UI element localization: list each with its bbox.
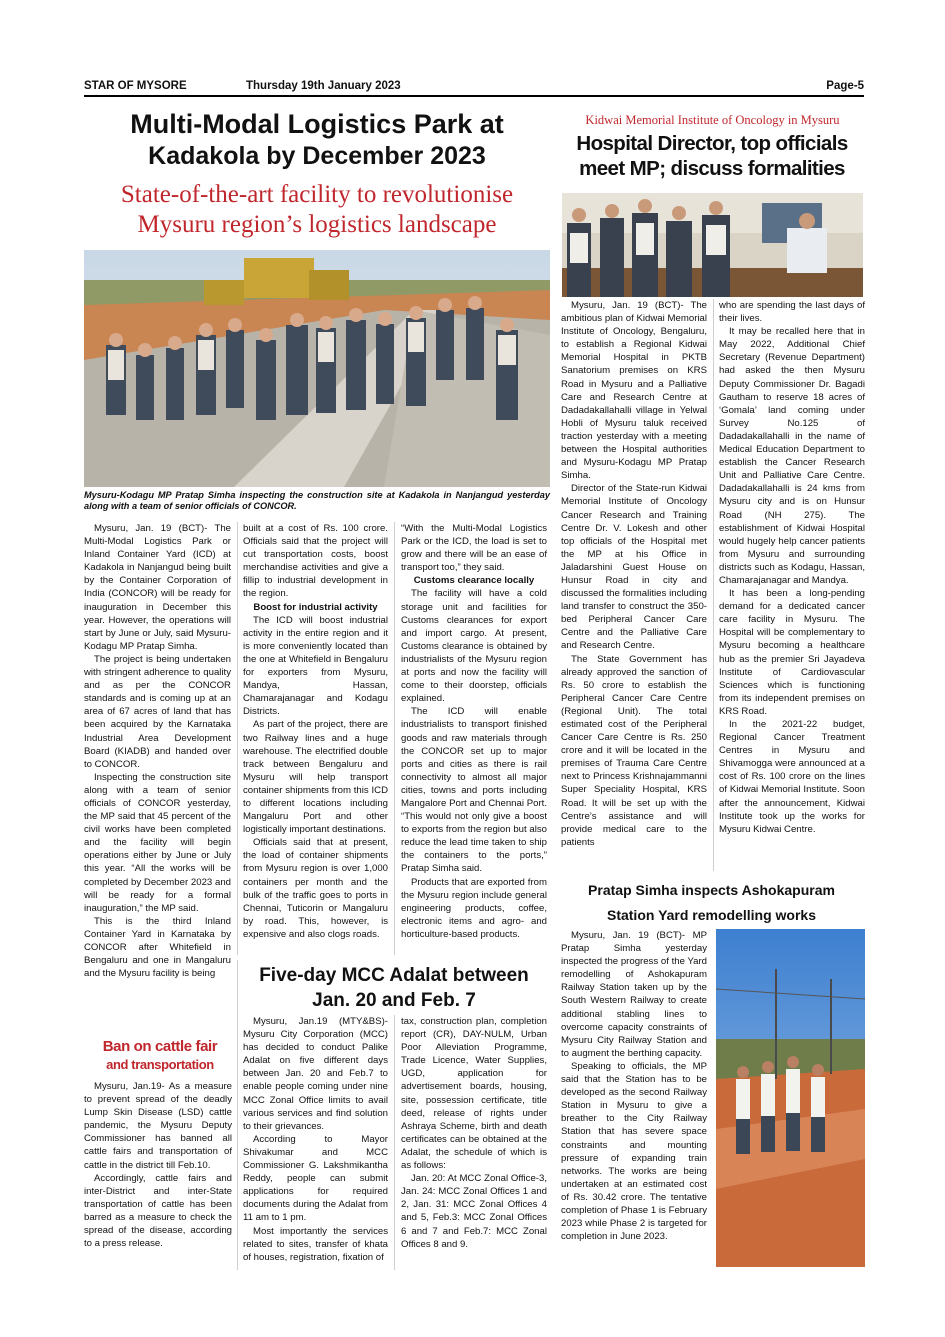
lead-col3-para: “With the Multi-Modal Logistics Park or the ICD, the load is set to grow and there will be an ease of transport too,” they said. (401, 523, 547, 574)
column-divider (713, 299, 714, 871)
issue-date: Thursday 19th January 2023 (246, 80, 401, 92)
adalat-col1-para: Most importantly the services related to sites, transfer of khata of houses, registration, fixation of (243, 1225, 388, 1263)
lead-col3-para: Products that are exported from the Mysuru region include general engineering products, coffee, electronic items and agro- and horticulture-based products. (401, 876, 547, 940)
lead-headline-line2: Kadakola by December 2023 (148, 142, 486, 170)
cattle-para: Mysuru, Jan.19- As a measure to prevent spread of the deadly Lump Skin Disease (LSD) cattle pandemic, the Mysuru Deputy Commissioner has banned all cattle fairs and transportation of cattle in the district till Feb.10. (84, 1081, 232, 1171)
lead-headline (84, 108, 550, 172)
kidwai-headline-line1: Hospital Director, top officials (576, 132, 848, 155)
station-para: Speaking to officials, the MP said that the Station has to be developed as the second Railway Station in Mysuru to give a breather to the City Railway Station that has severe space constraints and mounting pressure of expanding train networks. The works are being undertaken at an estimated cost of Rs. 30.42 crore. The tentative completion of Phase 1 is February 2023 while Phase 2 is targeted for completion in June 2023. (561, 1060, 707, 1243)
column-divider (394, 522, 395, 955)
lead-column-3 (401, 522, 547, 941)
station-headline-line2: Station Yard remodelling works (606, 907, 816, 923)
cattle-headline-line1: Ban on cattle fair (102, 1038, 218, 1055)
lead-col3-para: The facility will have a cold storage unit and facilities for Customs clearances for export and import cargo. At present, Customs clearance is obtained by industrialists of the Mysuru region at ports and now the facility will come to their doorstep, officials explained. (401, 588, 547, 705)
adalat-column-2 (401, 1015, 547, 1251)
adalat-col2-para: Jan. 20: At MCC Zonal Office-3, Jan. 24: MCC Zonal Offices 1 and 2, Jan. 31: MCC Zonal Offices 4 and 5, Feb.3: MCC Zonal Offices 6 and 7 and Feb.7: MCC Zonal Offices 8 and 9. (401, 1173, 547, 1250)
lead-column-2 (243, 522, 388, 941)
column-divider (394, 1015, 395, 1270)
lead-subhead-line2: Mysuru region’s logistics landscape (137, 211, 497, 238)
lead-subhead-line1: State-of-the-art facility to revolutionise (120, 181, 514, 208)
lead-column-1 (84, 522, 231, 980)
lead-col2-subhead: Boost for industrial activity (253, 601, 378, 613)
station-headline-line1: Pratap Simha inspects Ashokapuram (588, 882, 835, 898)
adalat-column-1 (243, 1015, 388, 1264)
cattle-headline (84, 1037, 236, 1073)
kidwai-headline (558, 131, 866, 181)
column-divider (237, 522, 238, 955)
construction-site-photo (84, 250, 550, 487)
kidwai-kicker: Kidwai Memorial Institute of Oncology in Mysuru (585, 113, 840, 127)
lead-headline-line1: Multi-Modal Logistics Park at (130, 109, 504, 139)
lead-col1-para: The project is being undertaken with stringent adherence to quality and as per the CONCOR standards and is coming up at an area of 67 acres of land that has been acquired by the Karnataka Industrial Area Development Board (KIADB) and handed over to CONCOR. (84, 653, 231, 770)
lead-col1-para: Inspecting the construction site along with a team of senior officials of CONCOR yesterday, the MP said that 45 percent of the civil works have been completed and the facility will begin operations either by June or July this year. “All the works will be completed by December 2023 and will be ready for a formal inauguration,” the MP said. (84, 771, 231, 914)
kidwai-col1-para: The State Government has already approved the sanction of Rs. 50 crore to establish the Peripheral Cancer Care Centre (Regional Unit). The total estimated cost of the Peripheral Cancer Care Centre is Rs. 250 crore and it will be located in the premises of Trauma Care Centre next to Princess Krishnajammanni Super Speciality Hospital, KRS Road. It will be set up with the Centre’s assistance and will provide medical care to the patients (561, 653, 707, 848)
station-para: Mysuru, Jan. 19 (BCT)- MP Pratap Simha yesterday inspected the progress of the Yard remodelling of Ashokapuram Railway Station taken up by the South Western Railway to create additional stabling lines to overcome capacity constraints of Mysuru City Railway Station and to augment the berthing capacity. (561, 930, 707, 1059)
lead-col1-para: Mysuru, Jan. 19 (BCT)- The Multi-Modal Logistics Park or Inland Container Yard (ICD) at Kadakola in Nanjangud being built by the Container Corporation of India (CONCOR) will be ready for inauguration in December this year. However, the operations will start by June or July, said Mysuru-Kodagu MP Pratap Simha. (84, 523, 231, 652)
station-body (561, 929, 707, 1243)
station-headline (558, 878, 865, 928)
cattle-para: Accordingly, cattle fairs and inter-District and inter-State transportation of cattle has been barred as a measure to check the spread of the disease, according to a press release. (84, 1172, 232, 1250)
kidwai-col1-para: Director of the State-run Kidwai Memorial Institute of Oncology Cancer Research and Training Centre Dr. V. Lokesh and other top officials of the Hospital met the MP at his Office in Jaladarshini Guest House on Hunsur Road in city and discussed the formalities including land transfer to construct the 350-bed Peripheral Cancer Care Centre and the Palliative Care and Research Centre. (561, 483, 707, 652)
masthead-rule (84, 95, 864, 97)
adalat-headline (243, 963, 545, 1013)
lead-subhead (84, 180, 550, 240)
publication-name: STAR OF MYSORE (84, 80, 187, 92)
lead-col3-subhead: Customs clearance locally (413, 575, 535, 587)
page-number: Page-5 (826, 80, 864, 92)
kidwai-col2-para: who are spending the last days of their lives. (719, 300, 865, 325)
kidwai-column-2 (719, 299, 865, 836)
kidwai-column-1 (561, 299, 707, 849)
adalat-headline-line1: Five-day MCC Adalat between (259, 965, 529, 986)
lead-col2-para: As part of the project, there are two Railway lines and a huge warehouse. The electrified double track between Bengaluru and Mysuru will help transport container shipments from this ICD to different locations including Mangaluru Port and other logistically important destinations. (243, 719, 388, 836)
adalat-headline-line2: Jan. 20 and Feb. 7 (312, 990, 476, 1011)
kidwai-col2-para: It may be recalled here that in May 2022, Additional Chief Secretary (Revenue Department) had asked the then Mysuru Deputy Commissioner Dr. Bagadi Gautham to reserve 18 acres of ‘Gomala’ land coming under Survey No.125 of Dadadakallahalli in the name of Medical Education Department to establish the Cancer Research Unit and Palliative Care Centre. Dadadakallahalli is 24 kms from Mysuru city and is on Hunsur Road (NH 275). The establishment of Kidwai Hospital would hugely help cancer patients from Mysuru and surrounding districts such as Kodagu, Hassan, Chamarajanagar and Mandya. (719, 326, 865, 586)
adalat-col1-para: According to Mayor Shivakumar and MCC Commissioner G. Lakshmikantha Reddy, people can submit applications for required documents during the Adalat from 11 am to 1 pm. (243, 1133, 388, 1224)
adalat-col1-para: Mysuru, Jan.19 (MTY&BS)- Mysuru City Corporation (MCC) has decided to conduct Palike Adalat on five different days between Jan. 20 and Feb.7 to enable people coming under nine MCC Zonal Office limits to avail various services and find solution to their grievances. (243, 1016, 388, 1132)
kidwai-col2-para: In the 2021-22 budget, Regional Cancer Treatment Centres in Mysuru and Shivamogga were announced at a cost of Rs. 100 crore on the lines of Kidwai Memorial Institute. Soon after the announcement, Kidwai Institute took up the works for Mysuru Kidwai Centre. (719, 719, 865, 835)
meeting-photo (562, 193, 863, 297)
cattle-headline-line2: and transportation (106, 1057, 214, 1072)
lead-photo-caption: Mysuru-Kodagu MP Pratap Simha inspecting the construction site at Kadakola in Nanjangud yesterday along with a team of senior officials of CONCOR. (84, 490, 550, 511)
cattle-body (84, 1080, 232, 1250)
station-yard-photo (716, 929, 865, 1267)
kidwai-col1-para: Mysuru, Jan. 19 (BCT)- The ambitious plan of Kidwai Memorial Institute of Oncology, Bengaluru, to establish a Regional Kidwai Memorial Hospital in PKTB Sanatorium premises on KRS Road in Mysuru and a Palliative Care and Research Centre at Dadadakallahalli village in Yelwal Hobli of Mysuru taluk received traction yesterday with a meeting between the Hospital authorities and Mysuru-Kodagu MP Pratap Simha. (561, 300, 707, 482)
kidwai-headline-line2: meet MP; discuss formalities (579, 157, 845, 180)
lead-col2-para: built at a cost of Rs. 100 crore. Officials said that the project will cut transportation costs, boost merchandise activities and give a fillip to industrial development in the region. (243, 523, 388, 600)
lead-col2-para: Officials said that at present, the load of container shipments from Mysuru region is over 1,000 containers per month and the bulk of the traffic goes to ports in Chennai, Tuticorin or Mangaluru by road. This, however, is expensive and also clogs roads. (243, 837, 388, 940)
lead-col2-para: The ICD will boost industrial activity in the entire region and it is more conveniently located than the one at Whitefield in Bengaluru for exporters from Mysuru, Mandya, Hassan, Chamarajanagar and Kodagu Districts. (243, 614, 388, 718)
kidwai-col2-para: It has been a long-pending demand for a dedicated cancer care facility in Mysuru. The Hospital will be complementary to Mysuru becoming a healthcare hub as the premier Sri Jayadeva Institute of Cardiovascular Sciences which is functioning from its independent premises on KRS Road. (719, 588, 865, 717)
column-divider (237, 960, 238, 1270)
adalat-col2-para: tax, construction plan, completion report (CR), DAY-NULM, Urban Poor Alleviation Programme, Trade Licence, Water Supplies, UGD, application for advertisement boards, housing, site, possession certificate, title deed, release of rights under Ashraya Scheme, birth and death certificates can be obtained at the Adalat, the schedule of which is as follows: (401, 1016, 547, 1172)
lead-col3-para: The ICD will enable industrialists to transport finished goods and raw materials through the CONCOR set up to major ports and cities as there is rail connectivity to almost all major cities, towns and ports including Mangalore Port and Chennai Port. “This would not only give a boost to exports from the region but also reduce the lead time taken to ship the containers to the ports,” Pratap Simha said. (401, 706, 547, 875)
masthead (84, 80, 864, 96)
lead-col1-para: This is the third Inland Container Yard in Karnataka by CONCOR after Whitefield in Bengaluru and one in Mangaluru and the Mysuru facility is being (84, 915, 231, 980)
